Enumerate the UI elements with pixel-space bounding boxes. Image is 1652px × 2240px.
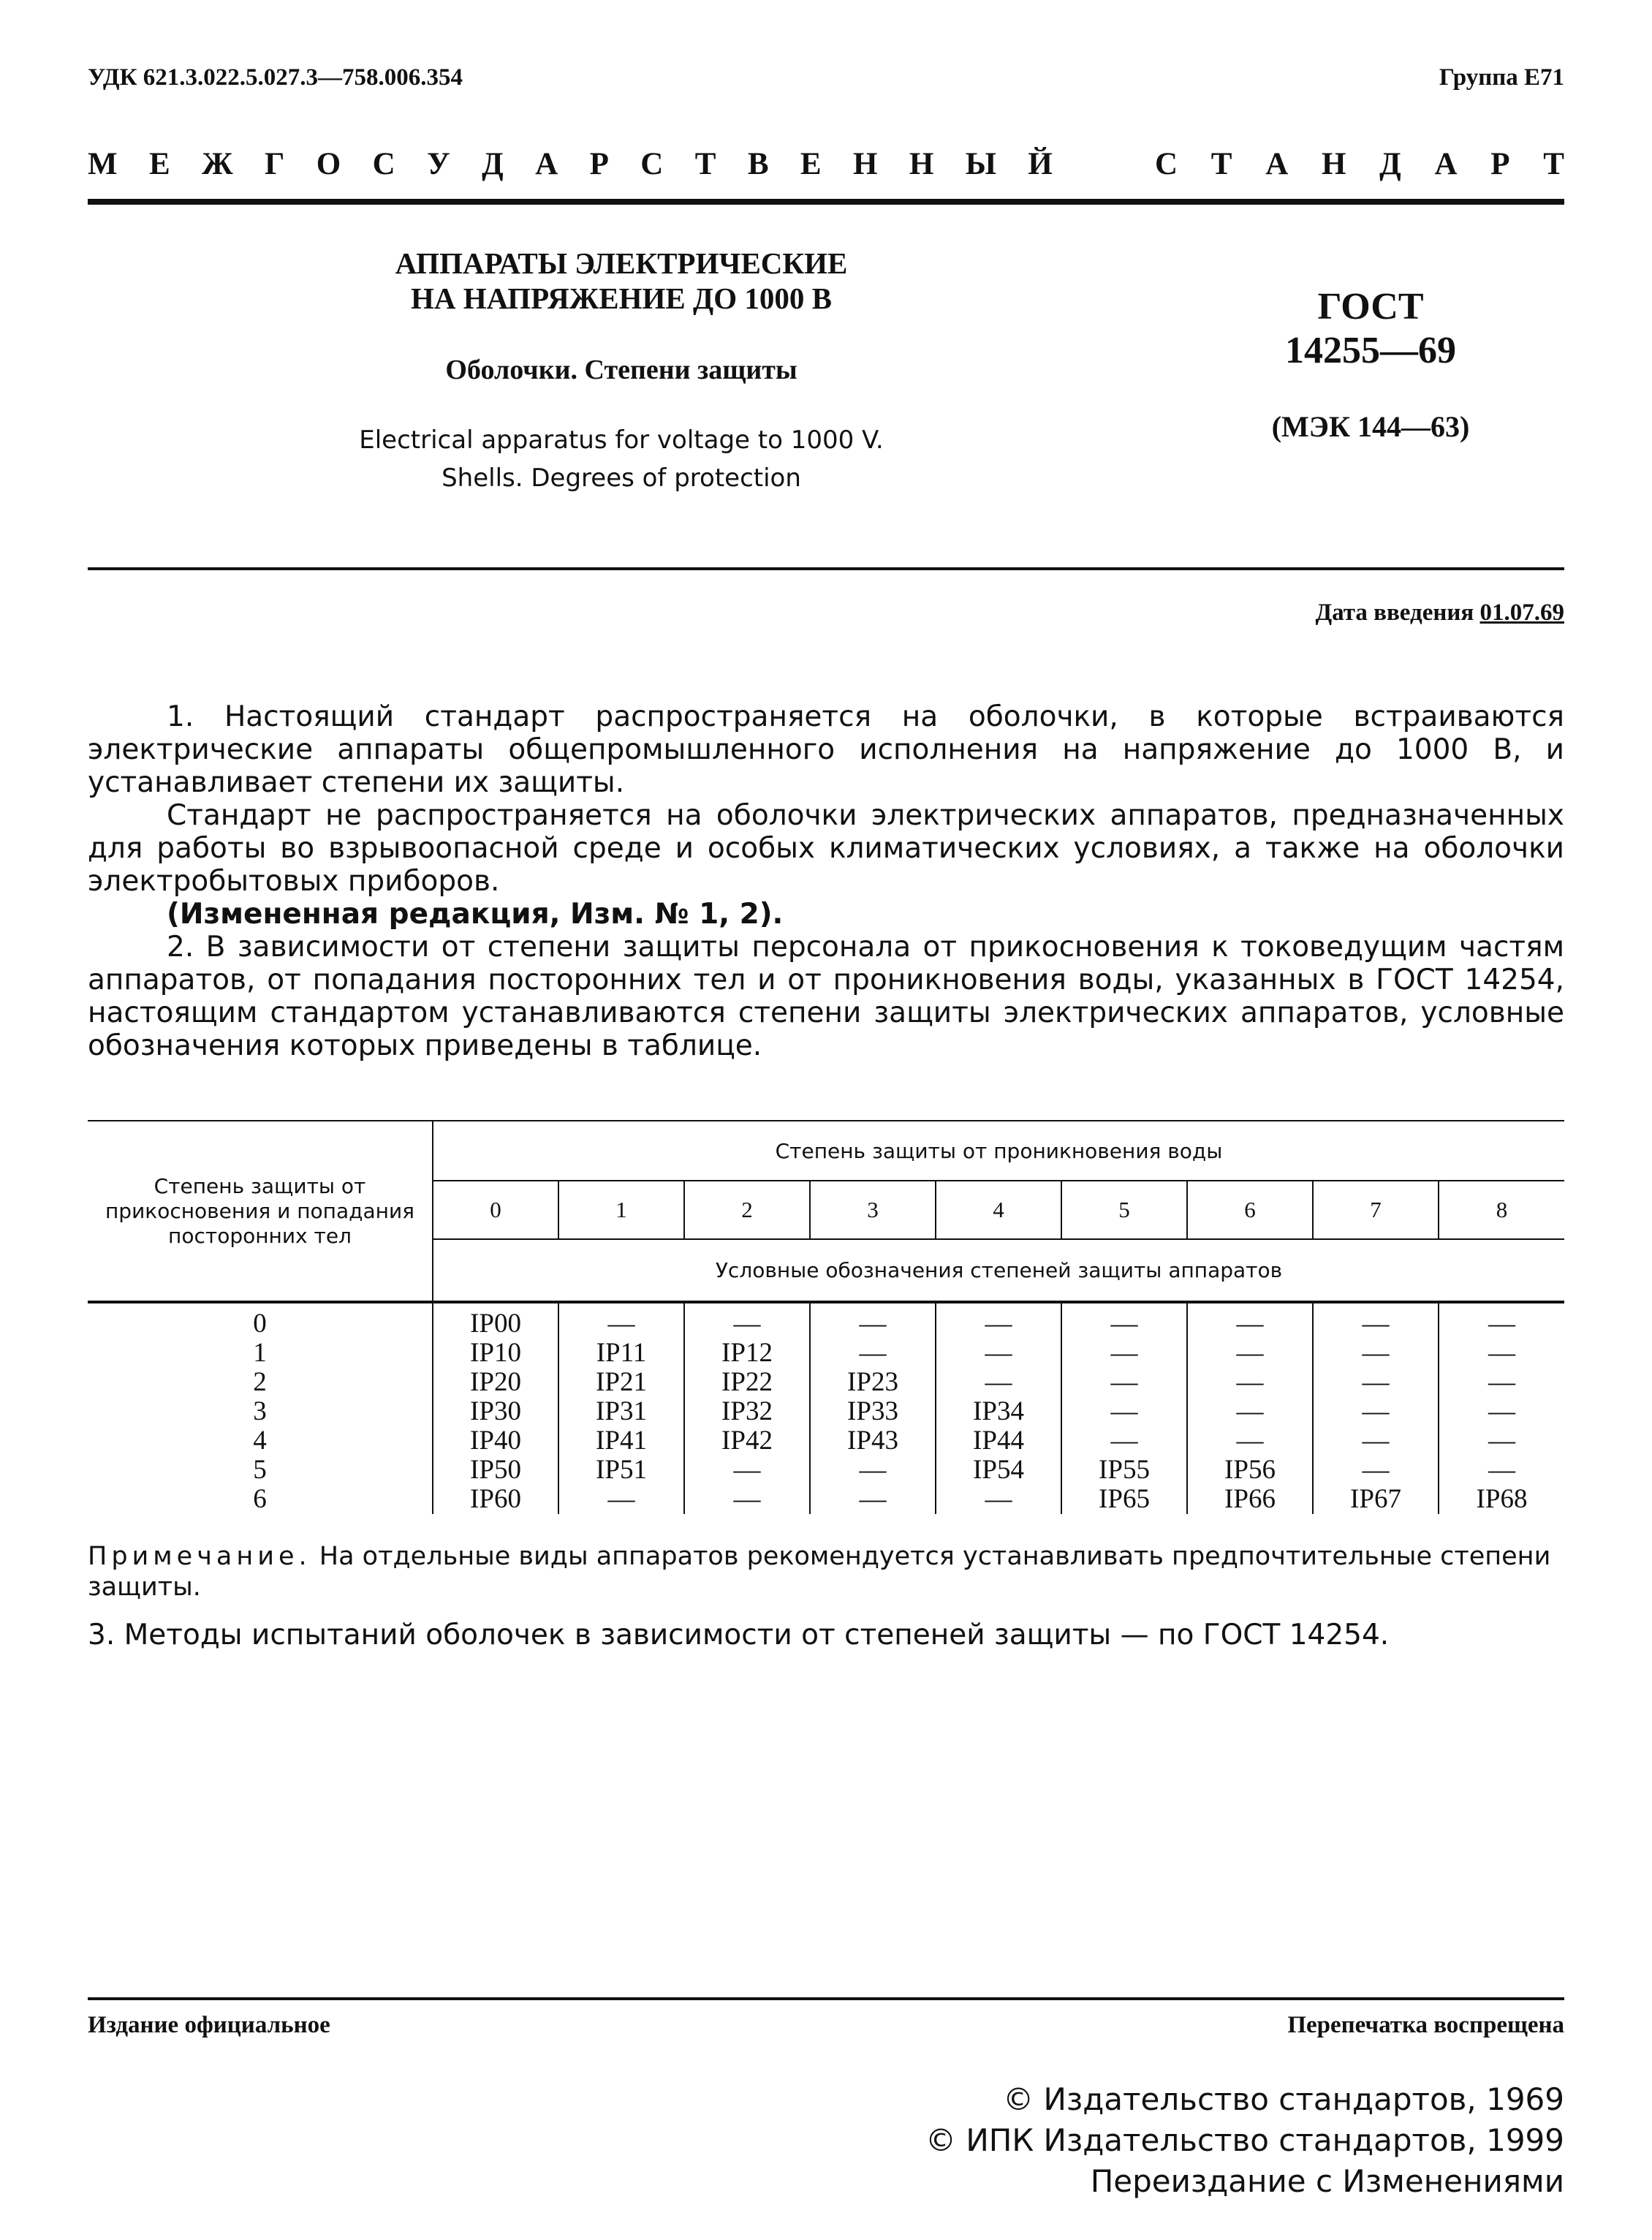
table-cell: — <box>1187 1302 1313 1339</box>
banner-word-interstate <box>88 146 1053 182</box>
table-cell: — <box>1187 1368 1313 1397</box>
english-title <box>344 421 899 497</box>
table-cell: IP23 <box>810 1368 936 1397</box>
title-rule <box>88 567 1564 570</box>
table-cell: — <box>1488 1367 1515 1397</box>
column-number-6: 6 <box>1187 1181 1313 1239</box>
table-cell: — <box>684 1302 810 1339</box>
table-cell: — <box>810 1485 936 1514</box>
row-label: 3 <box>88 1397 433 1426</box>
table-cell: — <box>1488 1396 1515 1426</box>
table-cell: IP50 <box>433 1456 558 1485</box>
table-cell: — <box>1061 1368 1187 1397</box>
banner-letter: О <box>316 147 341 181</box>
column-number-0: 0 <box>433 1181 558 1239</box>
row-label: 0 <box>88 1302 433 1339</box>
date-label: Дата введения <box>1315 599 1474 626</box>
water-header-cell: Степень защиты от проникновения воды <box>433 1121 1564 1181</box>
table-cell: — <box>810 1339 936 1368</box>
table-body <box>88 1302 1564 1514</box>
table-cell: — <box>1313 1302 1439 1339</box>
banner-letter: Д <box>1379 147 1401 181</box>
table-cell: IP20 <box>433 1368 558 1397</box>
english-title-line-2: Shells. Degrees of protection <box>442 463 801 493</box>
paragraph-2: Стандарт не распространяется на оболочки электрических аппаратов, предназначенных для работы во взрывоопасной среде и особых климатических условиях, а также на оболочки электробытовых приборов. <box>88 799 1564 898</box>
table-note <box>88 1541 1564 1603</box>
column-number-2: 2 <box>684 1181 810 1239</box>
column-number-4: 4 <box>936 1181 1061 1239</box>
table-cell: — <box>810 1456 936 1485</box>
banner-letter: Н <box>909 147 934 181</box>
banner-letter: В <box>747 147 769 181</box>
table-cell: IP41 <box>558 1426 684 1456</box>
table-cell: — <box>1187 1426 1313 1456</box>
row-label: 6 <box>88 1485 433 1514</box>
gost-number: 14255—69 <box>1285 330 1456 371</box>
banner-letter: Д <box>482 147 504 181</box>
table-cell: IP42 <box>684 1426 810 1456</box>
udk-code: УДК 621.3.022.5.027.3—758.006.354 <box>88 64 463 91</box>
document-subtitle: Оболочки. Степени защиты <box>445 355 797 385</box>
column-number-8: 8 <box>1439 1181 1564 1239</box>
table-row <box>88 1339 1564 1368</box>
table-cell: IP40 <box>433 1426 558 1456</box>
table-cell: — <box>1488 1455 1515 1485</box>
banner-letter: А <box>535 147 558 181</box>
title-line-1: АППАРАТЫ ЭЛЕКТРИЧЕСКИЕ <box>395 246 848 280</box>
title-line-2: НА НАПРЯЖЕНИЕ ДО 1000 В <box>411 281 832 315</box>
note-text: На отдельные виды аппаратов рекомендуется устанавливать предпочтительные степени защиты. <box>88 1542 1551 1602</box>
table-cell: — <box>1187 1339 1313 1368</box>
table-cell: IP34 <box>936 1397 1061 1426</box>
row-label: 2 <box>88 1368 433 1397</box>
table-cell: — <box>1313 1368 1439 1397</box>
table-cell: IP12 <box>684 1339 810 1368</box>
table-cell: — <box>1313 1397 1439 1426</box>
banner-letter: У <box>427 147 450 181</box>
introduction-date <box>1315 599 1564 627</box>
banner-letter: Т <box>1543 147 1564 181</box>
banner-letter: А <box>1434 147 1458 181</box>
table-cell: — <box>1488 1426 1515 1456</box>
copyright-2: © ИПК Издательство стандартов, 1999 <box>925 2122 1564 2158</box>
column-number-1: 1 <box>558 1181 684 1239</box>
table-row <box>88 1368 1564 1397</box>
banner-word-standard <box>1155 146 1564 182</box>
column-number-5: 5 <box>1061 1181 1187 1239</box>
standard-banner <box>88 146 1564 182</box>
date-value: 01.07.69 <box>1479 599 1564 626</box>
gost-label: ГОСТ <box>1317 286 1424 328</box>
table-cell: — <box>936 1368 1061 1397</box>
row-header-cell: Степень защиты от прикосновения и попадания посторонних тел <box>88 1121 433 1302</box>
column-number-3: 3 <box>810 1181 936 1239</box>
table-cell: — <box>936 1339 1061 1368</box>
copyright-1: © Издательство стандартов, 1969 <box>1003 2081 1564 2117</box>
gost-designation <box>1213 285 1528 373</box>
table-cell: IP44 <box>936 1426 1061 1456</box>
table-cell: — <box>1061 1302 1187 1339</box>
banner-letter: Й <box>1028 147 1053 181</box>
table-cell: IP43 <box>810 1426 936 1456</box>
note-label: Примечание. <box>88 1542 311 1571</box>
document-title <box>351 246 892 316</box>
table-cell: IP68 <box>1476 1484 1528 1514</box>
amendment-note: (Измененная редакция, Изм. № 1, 2). <box>167 898 784 931</box>
table-cell: IP31 <box>558 1397 684 1426</box>
table-cell: IP67 <box>1313 1485 1439 1514</box>
banner-letter: Т <box>1210 147 1232 181</box>
table-cell: — <box>1061 1339 1187 1368</box>
banner-letter: А <box>1265 147 1289 181</box>
table-cell: — <box>684 1485 810 1514</box>
footer-rule <box>88 1997 1564 2000</box>
iec-reference: (МЭК 144—63) <box>1271 410 1470 443</box>
table-cell: — <box>1488 1309 1515 1339</box>
table-cell: — <box>1313 1456 1439 1485</box>
banner-letter: С <box>372 147 395 181</box>
table-cell: IP66 <box>1187 1485 1313 1514</box>
table-cell: — <box>558 1302 684 1339</box>
table-row <box>88 1456 1564 1485</box>
table-cell: — <box>1488 1338 1515 1368</box>
banner-letter: Ж <box>202 147 233 181</box>
banner-letter: Ы <box>965 147 996 181</box>
table-cell: — <box>810 1302 936 1339</box>
table-cell: IP10 <box>433 1339 558 1368</box>
banner-letter: Р <box>589 147 609 181</box>
group-code: Группа Е71 <box>1439 64 1564 91</box>
table-cell: — <box>1313 1426 1439 1456</box>
banner-letter: Е <box>800 147 822 181</box>
table-cell: — <box>684 1456 810 1485</box>
english-title-line-1: Electrical apparatus for voltage to 1000 V. <box>359 425 884 455</box>
banner-rule <box>88 199 1564 205</box>
reissue-note: Переиздание с Изменениями <box>1090 2163 1564 2199</box>
table-cell: IP11 <box>558 1339 684 1368</box>
banner-letter: М <box>88 147 118 181</box>
banner-letter: Р <box>1490 147 1510 181</box>
table-cell: IP60 <box>433 1485 558 1514</box>
banner-letter: С <box>640 147 664 181</box>
table-row <box>88 1302 1564 1339</box>
table-cell: — <box>1187 1397 1313 1426</box>
paragraph-methods: 3. Методы испытаний оболочек в зависимости от степеней защиты — по ГОСТ 14254. <box>88 1619 1390 1651</box>
table-cell: IP00 <box>433 1302 558 1339</box>
row-label: 4 <box>88 1426 433 1456</box>
table-cell: — <box>558 1485 684 1514</box>
banner-letter: Н <box>1321 147 1346 181</box>
banner-letter: Г <box>265 147 285 181</box>
column-number-7: 7 <box>1313 1181 1439 1239</box>
table-cell: — <box>936 1302 1061 1339</box>
table-row <box>88 1426 1564 1456</box>
row-label: 5 <box>88 1456 433 1485</box>
designation-header-cell: Условные обозначения степеней защиты аппаратов <box>433 1239 1564 1302</box>
table-cell: IP30 <box>433 1397 558 1426</box>
banner-letter: Н <box>853 147 878 181</box>
body-section-1 <box>88 700 1564 1062</box>
banner-letter: Е <box>149 147 170 181</box>
table-row <box>88 1397 1564 1426</box>
reprint-prohibited: Перепечатка воспрещена <box>1287 2012 1564 2038</box>
banner-letter: Т <box>694 147 716 181</box>
paragraph-1: 1. Настоящий стандарт распространяется на оболочки, в которые встраиваются электрические аппараты общепромышленного исполнения на напряжение до 1000 В, и устанавливает степени их защиты. <box>88 700 1564 799</box>
table-cell: IP54 <box>936 1456 1061 1485</box>
table-row <box>88 1485 1564 1514</box>
banner-letter: С <box>1155 147 1178 181</box>
table-cell: IP65 <box>1061 1485 1187 1514</box>
table-cell: IP56 <box>1187 1456 1313 1485</box>
table-cell: IP21 <box>558 1368 684 1397</box>
table-cell: IP55 <box>1061 1456 1187 1485</box>
table-cell: — <box>1061 1397 1187 1426</box>
table-cell: — <box>1313 1339 1439 1368</box>
table-cell: IP32 <box>684 1397 810 1426</box>
table-cell: IP33 <box>810 1397 936 1426</box>
protection-table <box>88 1120 1564 1514</box>
table-cell: IP51 <box>558 1456 684 1485</box>
official-edition: Издание официальное <box>88 2012 330 2038</box>
table-cell: IP22 <box>684 1368 810 1397</box>
table-cell: — <box>936 1485 1061 1514</box>
row-label: 1 <box>88 1339 433 1368</box>
copyright-block <box>925 2079 1564 2202</box>
table-cell: — <box>1061 1426 1187 1456</box>
paragraph-3: 2. В зависимости от степени защиты персонала от прикосновения к токоведущим частям аппаратов, от попадания посторонних тел и от проникновения воды, указанных в ГОСТ 14254, настоящим стандартом устанавливаются степени защиты электрических аппаратов, условные обозначения которых приведены в таблице. <box>88 931 1564 1062</box>
